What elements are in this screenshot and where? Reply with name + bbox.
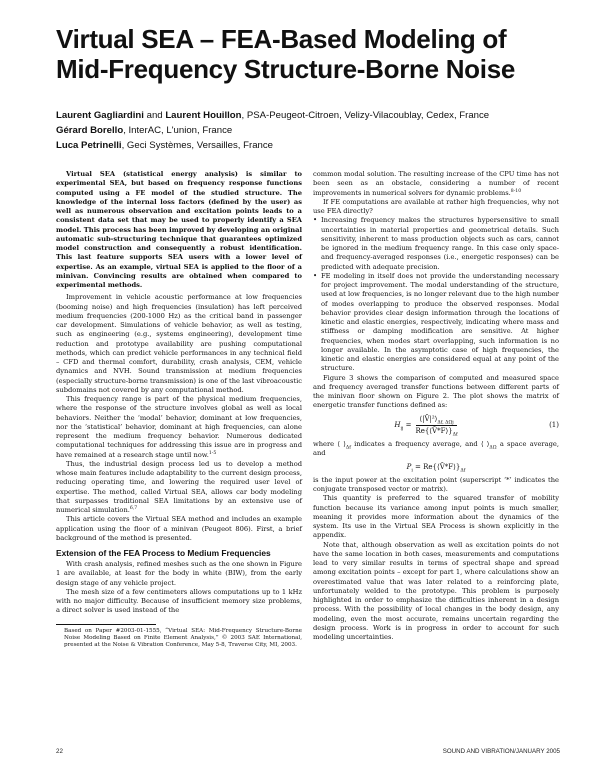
bullet-text: Increasing frequency makes the structures hypersensitive to small uncertainties in material properties and geometrical details. Such sensitivity, inherent to mass production objects such as cars, cannot be ignored in the medium frequency range. In this case only space- and frequency-averaged responses (i.e., energetic responses) can be predicted with adequate precision. <box>321 216 559 271</box>
equation-fraction <box>415 415 457 437</box>
equation-formula <box>313 463 559 472</box>
body-paragraph: If FE computations are available at rather high frequencies, why not use FEA directly? <box>313 197 559 215</box>
footnote: Based on Paper #2003-01-1555, “Virtual SEA: Mid-Frequency Structure-Borne Noise Modeling Based on Finite Element Analysis,” © 2003 SAE International, presented at the Noise & Vibration Conference, May 5-8, Traverse City, MI, 2003. <box>64 627 302 649</box>
body-paragraph <box>313 440 559 459</box>
journal-footer: SOUND AND VIBRATION/JANUARY 2005 <box>442 748 560 755</box>
author-row <box>56 108 576 123</box>
paragraph-text: This frequency range is part of the physical medium frequencies, where the response of the structure involves global as well as local behaviors. Neither the ‘modal’ behavior, dominant at low frequencies, nor the ‘statistical’ behavior, dominant at high frequencies, can alone represent the medium frequency behavior. Numerous dedicated computational techniques for addressing this issue are in progress and have remained at a research stage until now. <box>56 395 302 459</box>
author-name: Laurent Houillon <box>165 110 242 121</box>
article-title <box>56 24 576 84</box>
equation-subscript: ij <box>400 426 404 432</box>
equation-formula <box>313 415 539 437</box>
equation-symbol: P <box>406 462 412 471</box>
body-paragraph <box>313 170 559 198</box>
equation-subscript: i <box>411 467 413 473</box>
title-line-2: Mid-Frequency Structure-Borne Noise <box>56 54 516 84</box>
author-affiliation: , PSA-Peugeot-Citroen, Velizy-Vilacoublay, Cedex, France <box>241 110 490 121</box>
paragraph-text: common modal solution. The resulting increase of the CPU time has not been seen as an obstacle, considering a number of recent improvements in numerical solvers for dynamic problems. <box>313 170 559 197</box>
body-paragraph: Note that, although observation as well as excitation points do not have the same location in both cases, measurements and computations lead to very similar results in terms of spectral shape and spread among excitation points – except for part 1, where calculations show an overestimated value that was later related to a reinforcing plate, unfortunately welded to the prototype. This problem is purposely highlighted in order to emphasize the difficulties inherent in a design process. With the possibility of local changes in the body design, any modeling, even the most accurate, remains uncertain regarding the design process. Work is in progress in order to account for such modeling uncertainties. <box>313 540 559 641</box>
section-heading: Extension of the FEA Process to Medium Frequencies <box>56 548 271 558</box>
page-number: 22 <box>56 748 63 755</box>
author-name: Luca Petrinelli <box>56 140 122 151</box>
body-paragraph <box>56 395 302 460</box>
bullet-item <box>313 216 559 272</box>
equation-subscript: ΔΩ <box>489 445 497 451</box>
paragraph-text: where ⟨ ⟩ <box>313 440 346 448</box>
bullet-text: FE modeling in itself does not provide the understanding necessary for project improvement. The modal understanding of the structure, used at low frequencies, is no longer relevant due to the high number of modes overlapping to produce the observed responses. Modal behavior provides clear design information through the locations of kinetic and elastic energies, respectively, indicating where mass and stiffness or damping modification are sensitive. At higher frequencies, when modes start overlapping, such information is no longer available. In the asymptotic case of high frequencies, the kinetic and elastic energies are considered equal at any point of the structure. <box>321 271 559 373</box>
equation-subscript: Δf <box>452 432 458 438</box>
body-paragraph: is the input power at the excitation point (superscript ‘*’ indicates the conjugate transposed vector or matrix). <box>313 475 559 493</box>
bullet-item <box>313 272 559 374</box>
author-affiliation: , InterAC, L'union, France <box>123 125 233 136</box>
reference-superscript: 1-5 <box>208 450 217 456</box>
equation-numerator <box>416 415 456 426</box>
numerator-text: ⟨|V̄|²⟩ <box>419 414 438 423</box>
equation-lhs: $H_{ij}$ = <box>394 420 412 432</box>
left-column <box>56 170 302 650</box>
equation-subscript: Δf, ΔΩj <box>437 419 454 425</box>
right-column <box>313 170 559 642</box>
author-list <box>56 108 576 153</box>
equation-symbol: H <box>394 420 401 429</box>
footnote-rule <box>56 624 156 625</box>
equation-2 <box>313 463 559 472</box>
denominator-text: Re{⟨V̄*F⟩} <box>415 426 453 435</box>
title-line-1: Virtual SEA – FEA-Based Modeling of <box>56 24 507 54</box>
abstract: Virtual SEA (statistical energy analysis) is similar to experimental SEA, but based on frequency response functions computed using a FE model of the studied structure. The knowledge of the internal loss factors (defined by the user) as well as numerous observation and excitation points leads to a consistent data set that may be used to properly identify a SEA model. This process has been improved by developing an original automatic sub-structuring technique that guarantees optimized model construction and consequently a robust identification. This last feature supports SEA users with a lower level of expertise. As an example, virtual SEA is applied to the floor of a minivan. Convincing results are obtained when compared to experimental methods. <box>56 170 302 289</box>
body-paragraph: This quantity is preferred to the squared transfer of mobility function because its variance among input points is much smaller, meaning it provides more information about the dynamics of the system. Its use in the Virtual SEA Process is shown explicitly in the appendix. <box>313 494 559 540</box>
body-paragraph: The mesh size of a few centimeters allows computations up to 1 kHz with no major difficulty. Because of insufficient memory size problems, a direct solver is used instead of the <box>56 587 302 615</box>
author-affiliation: , Geci Systèmes, Versailles, France <box>121 140 273 151</box>
body-paragraph: Improvement in vehicle acoustic performance at low frequencies (booming noise) and high frequencies (insulation) has left perceived medium frequencies (200-1000 Hz) as the critical band in passenger car development. Simulations of vehicle behavior, as well as testing, such as engineering (e.g., systems engineering), development time reduction and prototype availability are pushing computational methods, which can predict vehicle performances in any technical field – CFD and thermal comfort, durability, crash analysis, CEM, vehicle dynamics and NVH. Sound transmission at medium frequencies (especially structure-borne transmission) is one of the last vibroacoustic subdomains not covered by any computational method. <box>56 293 302 394</box>
equation-1 <box>313 415 559 437</box>
bullet-icon: • <box>313 216 318 225</box>
equation-subscript: Δf <box>345 445 351 451</box>
body-paragraph: This article covers the Virtual SEA method and includes an example application using the floor of a minivan (Peugeot 806). First, a brief background of the method is presented. <box>56 515 302 542</box>
body-paragraph: Figure 3 shows the comparison of computed and measured space and frequency averaged transfer functions between different parts of the minivan floor shown on Figure 2. The plot shows the matrix of energetic transfer functions defined as: <box>313 373 559 410</box>
reference-superscript: 8-10 <box>510 188 522 194</box>
author-row <box>56 138 576 153</box>
body-paragraph: With crash analysis, refined meshes such as the one shown in Figure 1 are available, at least for the body in white (BIW), from the early design stage of any vehicle project. <box>56 560 302 587</box>
equation-subscript: Δf <box>460 467 466 473</box>
equation-denominator <box>415 426 457 436</box>
paragraph-text: a space average, and <box>313 440 559 458</box>
paragraph-text: Thus, the industrial design process led us to develop a method whose main features include adaptability to the current design process, reducing operating time, and lowering the required user level of expertise. The method, called Virtual SEA, allows car body modeling that surpasses traditional SEA limitations by an extensive use of numerical simulation. <box>56 459 302 514</box>
equation-number: (1) <box>549 420 559 429</box>
equation-rhs: = Re{⟨V̄*F⟩} <box>412 462 461 471</box>
equation-body <box>407 463 466 472</box>
author-row <box>56 123 576 138</box>
reference-superscript: 6,7 <box>129 505 138 511</box>
author-name: Laurent Gagliardini <box>56 110 144 121</box>
paragraph-text: indicates a frequency average, and ⟨ ⟩ <box>350 440 490 448</box>
body-paragraph <box>56 460 302 516</box>
bullet-icon: • <box>313 271 318 280</box>
author-name: Gérard Borello <box>56 125 124 136</box>
author-conj: and <box>143 110 166 121</box>
